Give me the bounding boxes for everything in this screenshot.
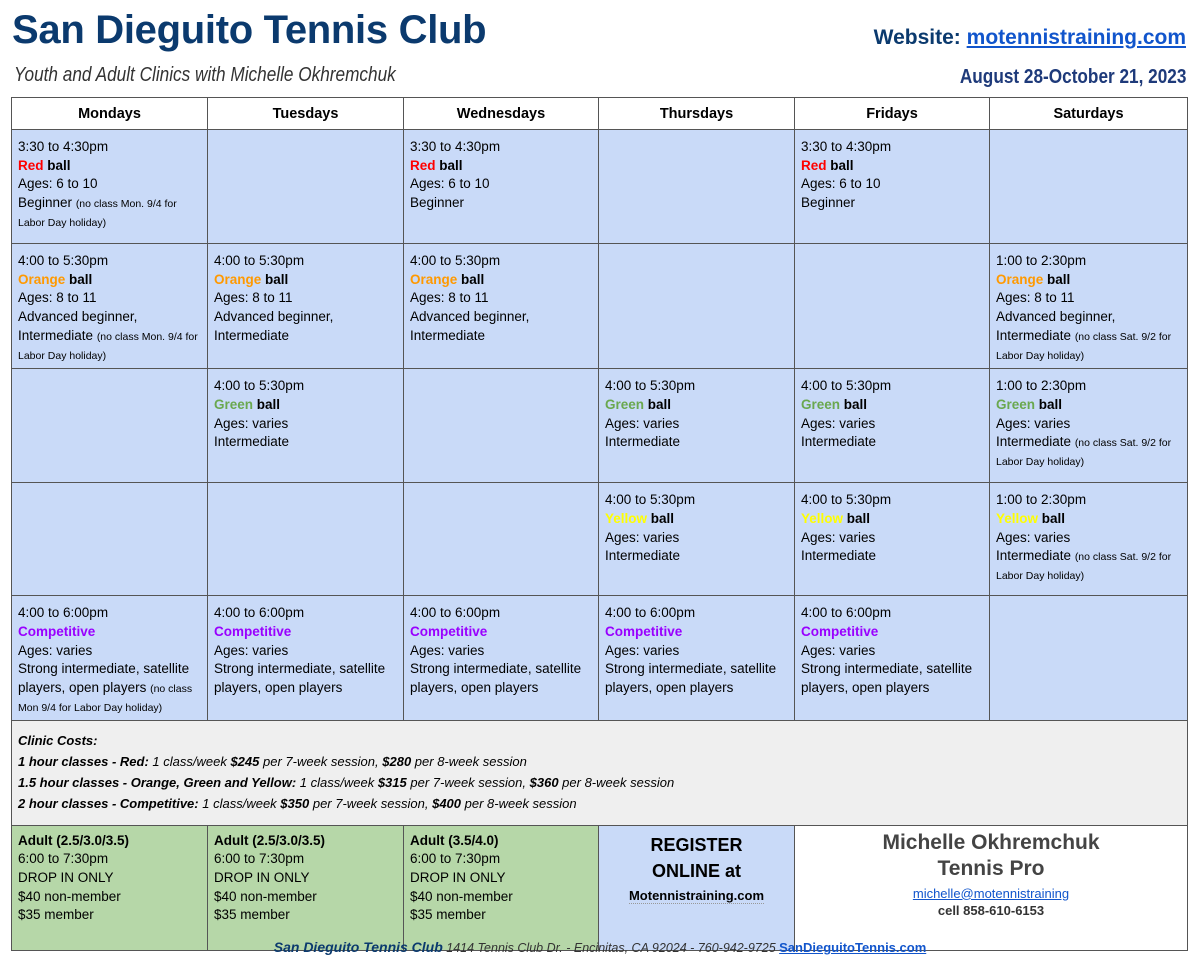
row-red [12,130,1188,244]
class-level-text: Strong intermediate, satellite players, open players [801,661,973,696]
class-cell-purple-wednesday [404,596,599,721]
class-level [801,433,983,452]
ball-word: ball [256,396,281,412]
ball-type [996,510,1181,529]
class-cell-green-monday [12,369,208,483]
class-level-text: Strong intermediate, satellite players, open players [214,661,386,696]
class-cell-purple-friday [795,596,990,721]
website-line [874,26,1186,50]
ball-word: ball [47,157,71,173]
class-cell-green-friday [795,369,990,483]
ball-color-word: Green [214,396,254,412]
class-ages: Ages: 6 to 10 [801,176,881,192]
ball-word: ball [647,396,672,412]
day-header-wednesday: Wednesdays [404,98,599,130]
adult-clinic-nonmember: $40 non-member [214,888,317,904]
ball-color-word: Competitive [18,623,96,639]
clinic-subtitle: Youth and Adult Clinics with Michelle Okhremchuk [14,64,396,86]
class-time: 4:00 to 6:00pm [18,605,109,621]
class-level [214,660,397,697]
class-level [605,433,788,452]
class-cell-purple-tuesday [208,596,404,721]
adult-clinic-time: 6:00 to 7:30pm [214,851,305,867]
class-ages: Ages: varies [801,415,876,431]
cost-text-7wk: per 7-week session, [410,775,526,791]
ball-word: ball [1047,271,1071,287]
class-ages: Ages: varies [605,415,680,431]
class-cell-orange-thursday [599,244,795,369]
day-header-monday: Mondays [12,98,208,130]
adult-clinic-cell [208,825,404,950]
class-cell-green-thursday [599,369,795,483]
class-level-text: Beginner [801,195,856,211]
adult-row [12,825,1188,950]
adult-clinic-type: DROP IN ONLY [410,870,506,886]
row-green [12,369,1188,483]
class-time: 4:00 to 6:00pm [801,605,892,621]
ball-color-word: Competitive [214,623,292,639]
class-level-text: Advanced beginner, Intermediate [410,309,530,343]
class-ages: Ages: varies [996,529,1071,545]
class-level-text: Beginner [18,195,73,211]
ball-word: ball [265,271,289,287]
adult-clinic-type: DROP IN ONLY [214,870,310,886]
ball-type [801,157,983,176]
class-cell-green-wednesday [404,369,599,483]
cost-frequency: 1 class/week [202,795,277,811]
adult-clinic-nonmember: $40 non-member [18,888,121,904]
class-ages: Ages: varies [214,642,289,658]
class-ages: Ages: varies [214,415,289,431]
cost-label: 1.5 hour classes - Orange, Green and Yellow: [18,775,297,791]
class-ages: Ages: 6 to 10 [18,176,98,192]
class-cell-orange-saturday [990,244,1188,369]
class-level-text: Strong intermediate, satellite players, open players [410,661,582,696]
class-level [18,194,201,231]
ball-type [605,396,788,415]
class-cell-orange-friday [795,244,990,369]
class-cell-yellow-wednesday [404,483,599,596]
ball-type [214,396,397,415]
class-level-text: Intermediate [801,548,877,564]
class-level-text: Advanced beginner, Intermediate [996,309,1116,343]
cost-line-competitive [18,794,1181,815]
class-ages: Ages: 8 to 11 [410,290,489,306]
ball-word: ball [1038,396,1063,412]
class-time: 4:00 to 5:30pm [801,378,892,394]
class-level-text: Strong intermediate, satellite players, open players [605,661,777,696]
ball-type [996,396,1181,415]
class-level [996,308,1181,364]
ball-color-word: Yellow [996,510,1039,526]
pro-cell-phone: cell 858-610-6153 [937,902,1045,918]
class-cell-green-tuesday [208,369,404,483]
ball-type [18,271,201,290]
adult-clinic-time: 6:00 to 7:30pm [18,851,109,867]
ball-word: ball [461,271,485,287]
day-header-thursday: Thursdays [599,98,795,130]
class-level-text: Intermediate [605,548,681,564]
cost-text-8wk: per 8-week session [414,754,527,770]
register-line-2: ONLINE at [651,860,741,881]
class-level-text: Intermediate [214,434,290,450]
class-level [410,308,592,345]
class-holiday-note: (no class Sat. 9/2 for Labor Day holiday) [996,437,1172,469]
class-time: 3:30 to 4:30pm [18,139,109,154]
adult-clinic-type: DROP IN ONLY [18,870,114,886]
adult-clinic-title: Adult (2.5/3.0/3.5) [18,832,130,848]
class-level-text: Advanced beginner, Intermediate [214,309,334,343]
class-level [801,547,983,566]
adult-clinic-title: Adult (3.5/4.0) [410,832,499,848]
class-time: 4:00 to 6:00pm [410,605,501,621]
class-ages: Ages: 8 to 11 [996,290,1075,306]
class-level [605,547,788,566]
pro-email-link[interactable]: michelle@motennistraining [912,885,1070,901]
ball-type [996,271,1181,290]
class-cell-yellow-friday [795,483,990,596]
ball-type [18,623,201,642]
class-cell-purple-thursday [599,596,795,721]
class-level [214,308,397,345]
adult-clinic-cell [12,825,208,950]
ball-type [410,271,592,290]
footer-club-name: San Dieguito Tennis Club [273,939,443,955]
class-cell-red-thursday [599,130,795,244]
class-cell-yellow-tuesday [208,483,404,596]
ball-color-word: Red [801,157,827,173]
class-cell-yellow-saturday [990,483,1188,596]
website-label: Website: [873,26,961,49]
ball-word: ball [830,157,854,173]
cost-text-7wk: per 7-week session, [312,795,429,811]
class-time: 4:00 to 5:30pm [214,378,305,394]
ball-color-word: Yellow [605,510,648,526]
ball-type [214,271,397,290]
class-level [18,308,201,364]
class-level [410,660,592,697]
cost-price-8wk: $400 [432,795,462,811]
schedule-table [11,97,1188,951]
class-cell-yellow-monday [12,483,208,596]
class-ages: Ages: varies [18,642,93,658]
class-cell-red-friday [795,130,990,244]
adult-clinic-nonmember: $40 non-member [410,888,513,904]
ball-color-word: Orange [410,271,458,287]
class-level-text: Advanced beginner, Intermediate [18,309,138,343]
class-ages: Ages: 8 to 11 [214,290,293,306]
class-time: 4:00 to 5:30pm [605,492,696,508]
class-level [410,194,592,213]
ball-word: ball [69,271,93,287]
cost-line-orange-green-yellow [18,773,1181,794]
register-online-cell [599,825,795,950]
class-level-text: Intermediate [605,434,681,450]
class-level-text: Intermediate [996,434,1072,450]
class-cell-orange-tuesday [208,244,404,369]
class-holiday-note: (no class Sat. 9/2 for Labor Day holiday) [996,330,1172,362]
class-level [996,433,1181,470]
costs-row [12,721,1188,825]
cost-price-7wk: $315 [377,775,407,791]
class-time: 4:00 to 5:30pm [18,253,109,268]
ball-type [18,157,201,176]
class-cell-purple-monday [12,596,208,721]
ball-type [605,510,788,529]
row-orange [12,244,1188,369]
session-dates: August 28-October 21, 2023 [959,66,1186,88]
ball-color-word: Orange [214,271,262,287]
ball-color-word: Competitive [410,623,488,639]
ball-color-word: Green [996,396,1036,412]
ball-color-word: Orange [996,271,1044,287]
ball-color-word: Yellow [801,510,844,526]
class-holiday-note: (no class Mon. 9/4 for Labor Day holiday) [18,330,198,362]
class-level [214,433,397,452]
ball-color-word: Green [801,396,841,412]
class-ages: Ages: 6 to 10 [410,176,490,192]
ball-color-word: Red [410,157,436,173]
class-time: 4:00 to 6:00pm [214,605,305,621]
class-level-text: Intermediate [996,548,1072,564]
class-ages: Ages: varies [801,529,876,545]
tennis-pro-card [795,825,1188,950]
club-title: San Dieguito Tennis Club [12,8,487,52]
ball-word: ball [650,510,675,526]
class-level-text: Beginner [410,195,465,211]
row-yellow [12,483,1188,596]
class-ages: Ages: varies [801,642,876,658]
cost-frequency: 1 class/week [299,775,375,791]
day-header-row [12,98,1188,130]
cost-price-7wk: $350 [280,795,310,811]
cost-price-8wk: $280 [382,754,412,770]
ball-type [410,157,592,176]
costs-heading: Clinic Costs: [18,733,98,749]
day-header-saturday: Saturdays [990,98,1188,130]
cost-label: 2 hour classes - Competitive: [18,795,199,811]
class-time: 3:30 to 4:30pm [410,139,501,154]
class-ages: Ages: varies [410,642,485,658]
cost-price-8wk: $360 [529,775,559,791]
class-time: 4:00 to 5:30pm [801,492,892,508]
class-ages: Ages: 8 to 11 [18,290,97,306]
cost-line-red [18,752,1181,773]
ball-type [801,623,983,642]
day-header-tuesday: Tuesdays [208,98,404,130]
ball-color-word: Competitive [801,623,879,639]
ball-type [410,623,592,642]
ball-type [214,623,397,642]
adult-clinic-title: Adult (2.5/3.0/3.5) [214,832,326,848]
footer-address: 1414 Tennis Club Dr. - Encinitas, CA 92024 - 760-942-9725 [446,941,776,955]
class-ages: Ages: varies [996,415,1071,431]
cost-price-7wk: $245 [230,754,260,770]
class-cell-red-saturday [990,130,1188,244]
cost-label: 1 hour classes - Red: [18,754,149,770]
class-time: 1:00 to 2:30pm [996,378,1087,394]
ball-word: ball [1041,510,1066,526]
adult-clinic-time: 6:00 to 7:30pm [410,851,501,867]
website-link[interactable]: motennistraining.com [966,26,1186,49]
ball-type [605,623,788,642]
class-cell-red-monday [12,130,208,244]
ball-color-word: Competitive [605,623,683,639]
class-ages: Ages: varies [605,642,680,658]
class-time: 4:00 to 5:30pm [605,378,696,394]
class-level-text: Strong intermediate, satellite players, open players [18,661,190,696]
class-holiday-note: (no class Mon. 9/4 for Labor Day holiday) [18,198,177,229]
class-level [996,547,1181,584]
class-level [801,194,983,213]
cost-frequency: 1 class/week [152,754,227,770]
class-time: 3:30 to 4:30pm [801,139,892,154]
class-ages: Ages: varies [605,529,680,545]
class-holiday-note: (no class Mon 9/4 for Labor Day holiday) [18,683,193,714]
class-cell-green-saturday [990,369,1188,483]
ball-color-word: Orange [18,271,66,287]
cost-text-8wk: per 8-week session [562,775,675,791]
class-level [801,660,983,697]
ball-type [801,510,983,529]
pro-role: Tennis Pro [937,856,1045,880]
ball-color-word: Green [605,396,645,412]
class-cell-orange-monday [12,244,208,369]
cost-text-8wk: per 8-week session [464,795,577,811]
class-holiday-note: (no class Sat. 9/2 for Labor Day holiday) [996,551,1172,583]
pro-name: Michelle Okhremchuk [882,830,1100,854]
ball-word: ball [843,396,868,412]
register-site-link[interactable]: Motennistraining.com [628,887,765,903]
row-competitive [12,596,1188,721]
class-time: 1:00 to 2:30pm [996,253,1087,268]
ball-word: ball [439,157,463,173]
class-time: 1:00 to 2:30pm [996,492,1087,508]
class-cell-orange-wednesday [404,244,599,369]
adult-clinic-member: $35 member [214,907,290,923]
class-time: 4:00 to 5:30pm [214,253,305,268]
class-cell-purple-saturday [990,596,1188,721]
day-header-friday: Fridays [795,98,990,130]
class-cell-red-wednesday [404,130,599,244]
ball-type [801,396,983,415]
class-level [605,660,788,697]
clinic-costs [12,721,1188,825]
class-level-text: Intermediate [801,434,877,450]
register-line-1: REGISTER [650,834,743,855]
adult-clinic-member: $35 member [410,907,486,923]
class-level [18,660,201,716]
ball-word: ball [846,510,871,526]
class-time: 4:00 to 6:00pm [605,605,696,621]
class-cell-red-tuesday [208,130,404,244]
footer-website-link[interactable]: SanDieguitoTennis.com [779,940,927,955]
cost-text-7wk: per 7-week session, [263,754,379,770]
class-cell-yellow-thursday [599,483,795,596]
footer [0,939,1200,955]
ball-color-word: Red [18,157,44,173]
class-time: 4:00 to 5:30pm [410,253,501,268]
adult-clinic-cell [404,825,599,950]
adult-clinic-member: $35 member [18,907,94,923]
